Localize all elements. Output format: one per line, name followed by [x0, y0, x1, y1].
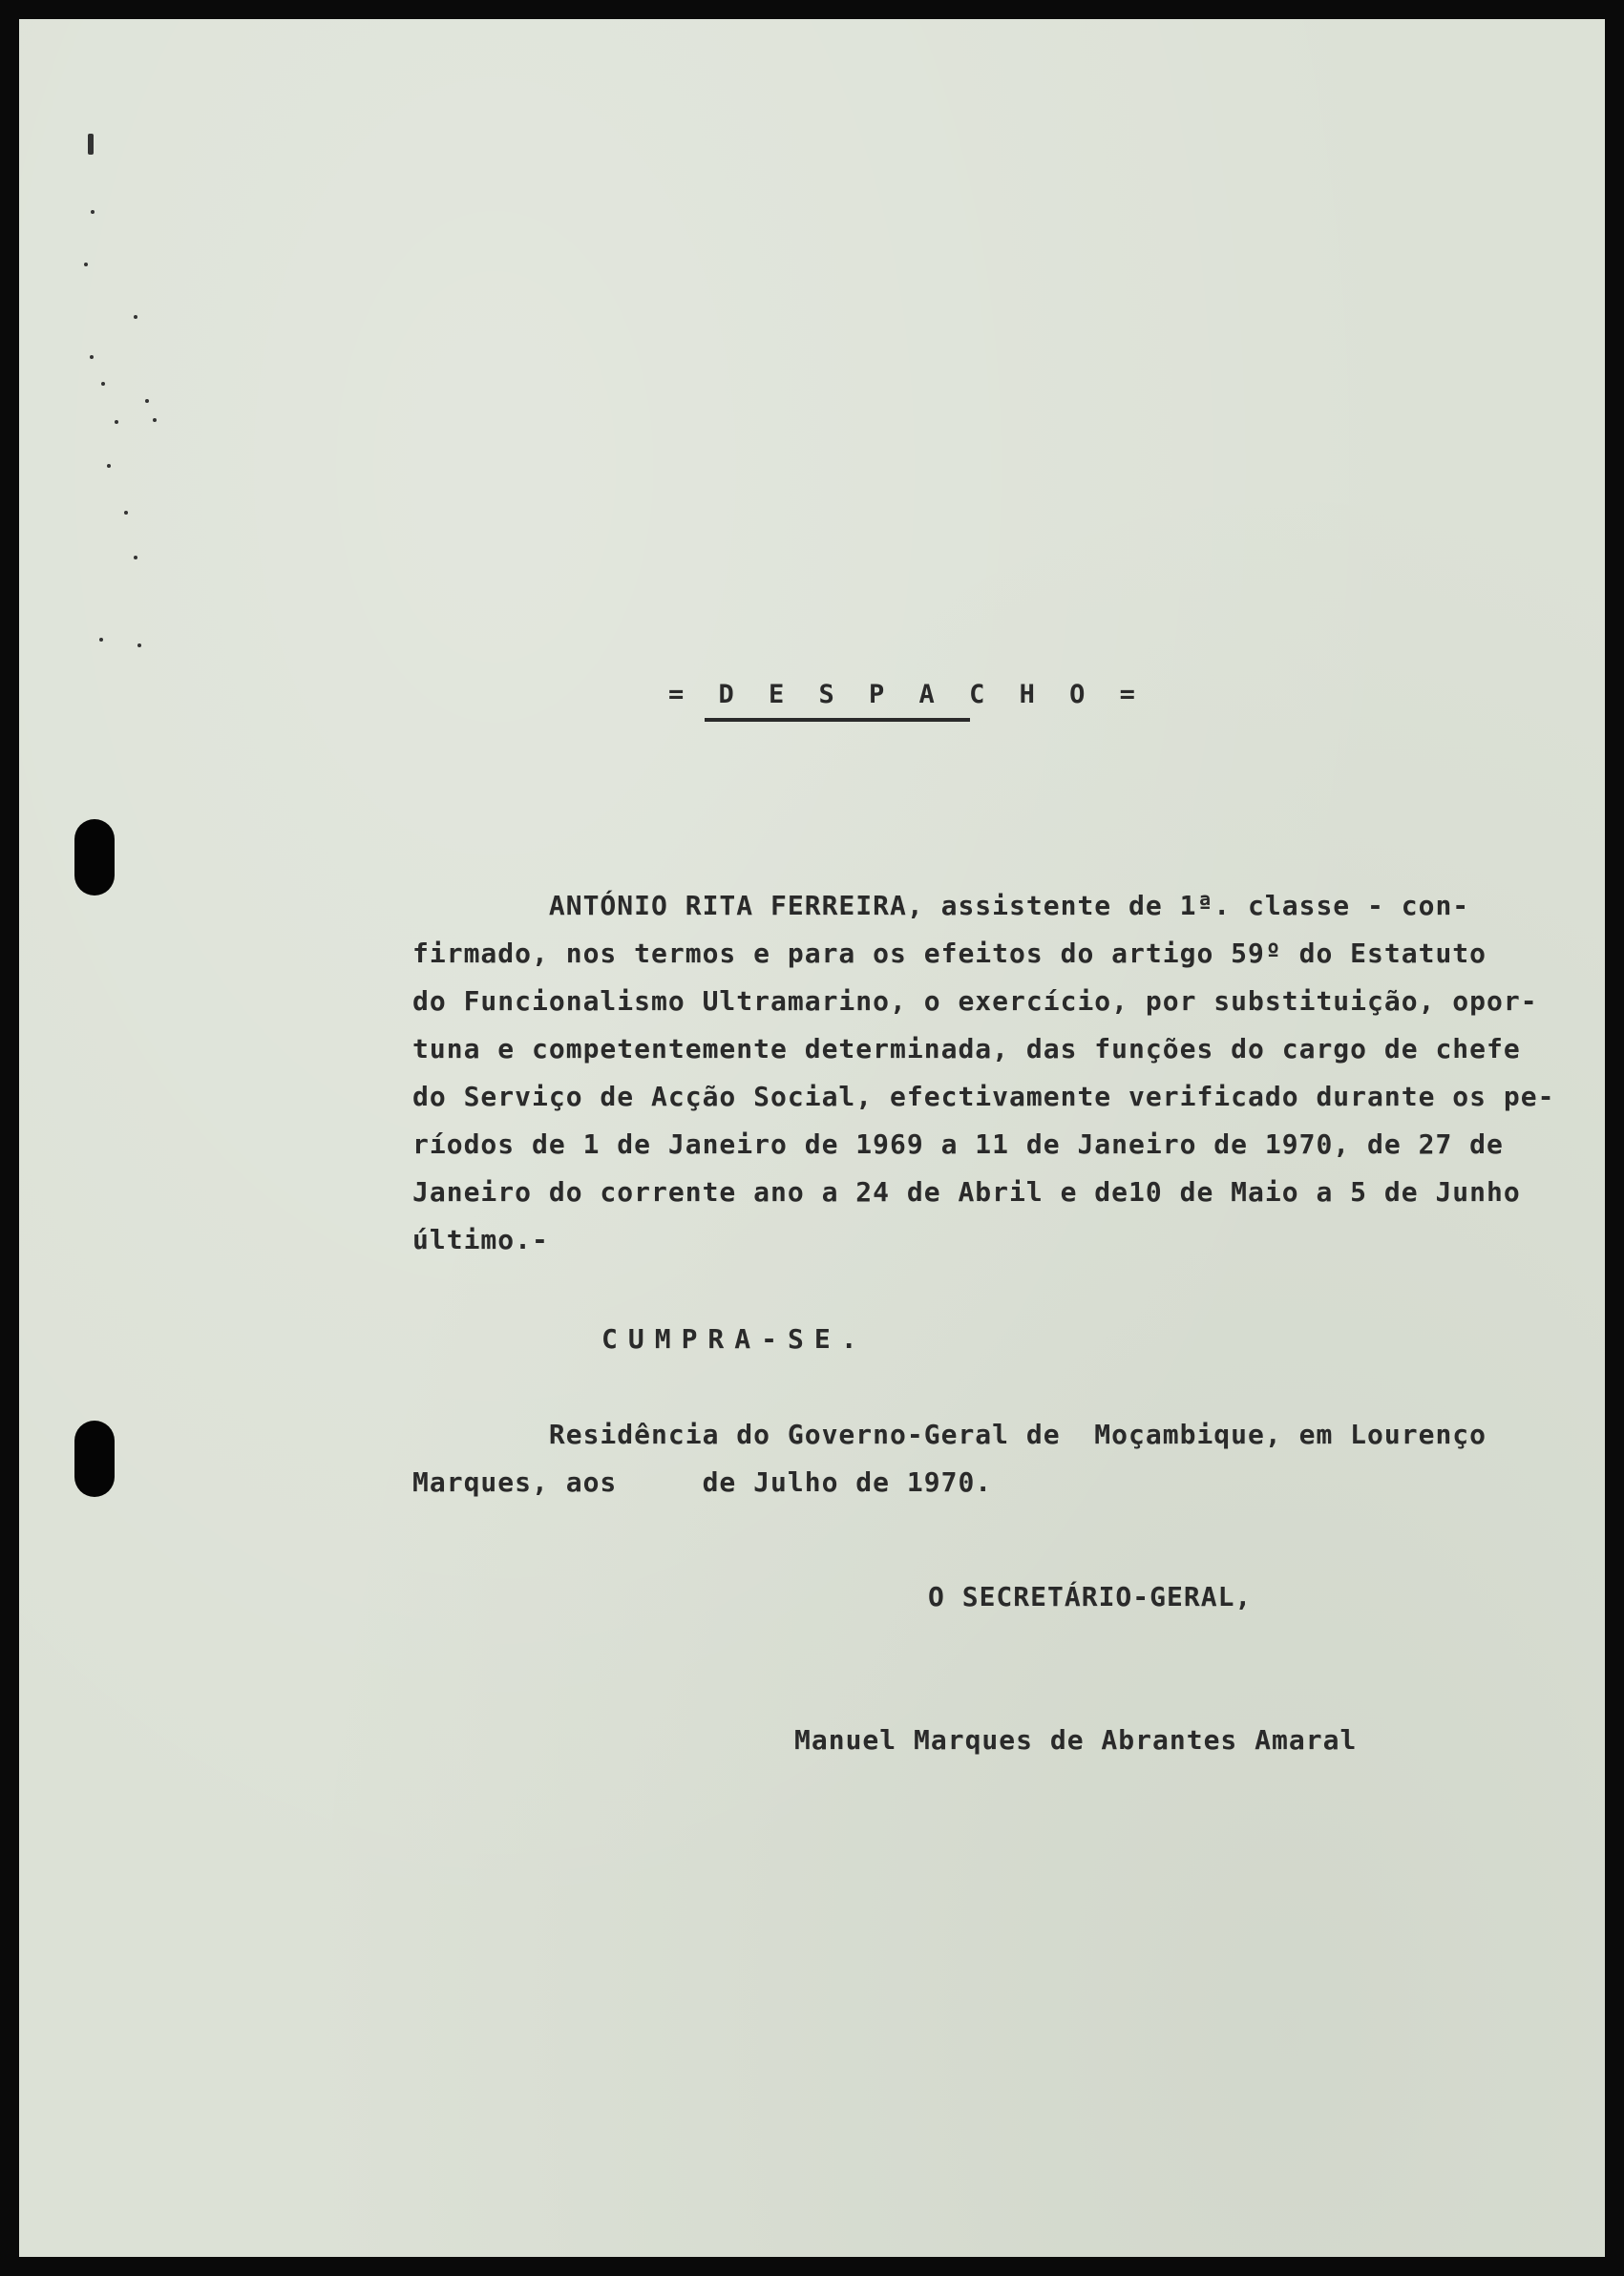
signatory-title: O SECRETÁRIO-GERAL, — [928, 1581, 1253, 1612]
body-line: ríodos de 1 de Janeiro de 1969 a 11 de Janeiro de 1970, de 27 de — [412, 1128, 1504, 1160]
body-line: do Serviço de Acção Social, efectivamente verificado durante os pe- — [412, 1081, 1555, 1112]
paper-speck — [153, 418, 157, 422]
body-line: último.- — [412, 1224, 549, 1255]
place-date-line: Marques, aos de Julho de 1970. — [412, 1466, 993, 1498]
document-page — [19, 19, 1605, 2257]
paper-speck — [124, 511, 128, 515]
body-line: firmado, nos termos e para os efeitos do artigo 59º do Estatuto — [412, 938, 1487, 969]
title-underline — [705, 718, 970, 722]
place-date-line: Residência do Governo-Geral de Moçambique, em Lourenço — [412, 1419, 1487, 1450]
document-title: = D E S P A C H O = — [668, 680, 1145, 709]
body-line: ANTÓNIO RITA FERREIRA, assistente de 1ª. classe - con- — [412, 890, 1470, 921]
paper-speck — [107, 464, 111, 468]
body-line: Janeiro do corrente ano a 24 de Abril e de10 de Maio a 5 de Junho — [412, 1176, 1521, 1208]
body-line: do Funcionalismo Ultramarino, o exercício, por substituição, opor- — [412, 985, 1538, 1017]
paper-speck — [134, 556, 137, 559]
signatory-name: Manuel Marques de Abrantes Amaral — [794, 1724, 1358, 1756]
paper-speck — [115, 420, 118, 424]
punch-hole-bottom — [74, 1421, 115, 1497]
paper-speck — [101, 382, 105, 386]
paper-speck — [90, 355, 94, 359]
paper-speck — [145, 399, 149, 403]
cumpra-se-line: CUMPRA-SE. — [601, 1323, 868, 1355]
body-line: tuna e competentemente determinada, das funções do cargo de chefe — [412, 1033, 1521, 1064]
punch-hole-top — [74, 819, 115, 896]
paper-speck — [91, 210, 95, 214]
paper-speck — [134, 315, 137, 319]
paper-speck — [137, 643, 141, 647]
paper-speck — [99, 638, 103, 642]
paper-speck — [84, 263, 88, 266]
paper-speck — [88, 134, 94, 155]
